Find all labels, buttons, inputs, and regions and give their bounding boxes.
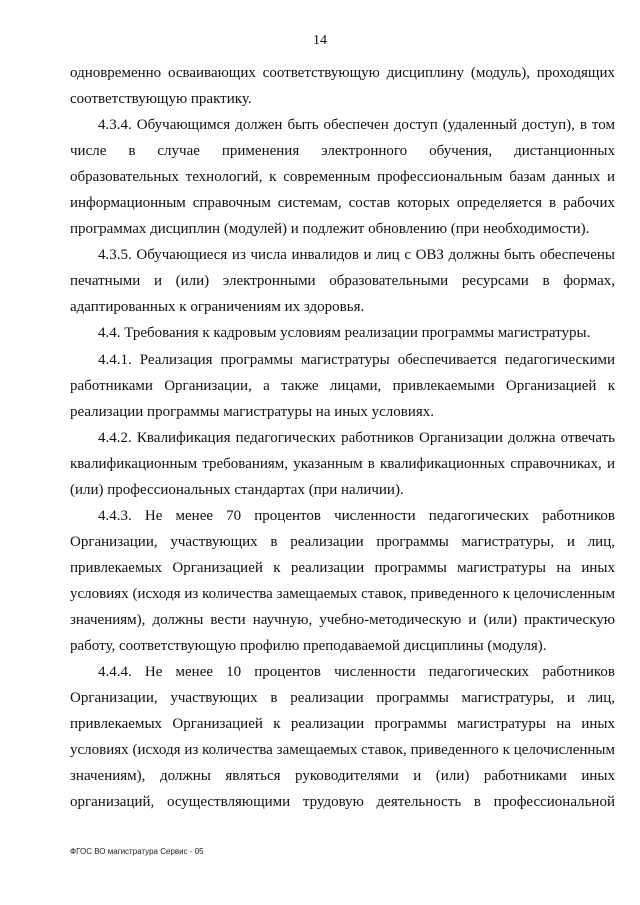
paragraph-4-4-heading: 4.4. Требования к кадровым условиям реализации программы магистратуры.	[98, 325, 591, 342]
body-text	[70, 60, 615, 815]
paragraph-4-4-2: 4.4.2. Квалификация педагогических работников Организации должна отвечать квалификационным требованиям, указанным в квалификационных справочниках, и (или) профессиональных стандартах (при наличии).	[70, 429, 615, 498]
paragraph-4-4-3: 4.4.3. Не менее 70 процентов численности педагогических работников Организации, участвующих в реализации программы магистратуры, и лиц, привлекаемых Организацией к реализации программы магистратуры на иных условиях (исходя из количества замещаемых ставок, приведенного к целочисленным значениям), должны вести научную, учебно-методическую и (или) практическую работу, соответствующую профилю преподаваемой дисциплины (модуля).	[70, 507, 615, 655]
paragraph-continuation: одновременно осваивающих соответствующую дисциплину (модуль), проходящих соответствующую практику.	[70, 65, 615, 108]
page-number: 14	[313, 33, 327, 48]
footer-label: ФГОС ВО магистратура Сервис - 05	[70, 847, 204, 856]
paragraph-4-4-1: 4.4.1. Реализация программы магистратуры обеспечивается педагогическими работниками Организации, а также лицами, привлекаемыми Организацией к реализации программы магистратуры на иных условиях.	[70, 351, 615, 420]
paragraph-4-3-4: 4.3.4. Обучающимся должен быть обеспечен доступ (удаленный доступ), в том числе в случае применения электронного обучения, дистанционных образовательных технологий, к современным профессиональным базам данных и информационным справочным системам, состав которых определяется в рабочих программах дисциплин (модулей) и подлежит обновлению (при необходимости).	[70, 117, 615, 238]
paragraph-4-4-4: 4.4.4. Не менее 10 процентов численности педагогических работников Организации, участвующих в реализации программы магистратуры, и лиц, привлекаемых Организацией к реализации программы магистратуры на иных условиях (исходя из количества замещаемых ставок, приведенного к целочисленным значениям), должны являться руководителями и (или) работниками иных организаций, осуществляющими трудовую деятельность в профессиональной	[70, 664, 615, 811]
paragraph-4-3-5: 4.3.5. Обучающиеся из числа инвалидов и лиц с ОВЗ должны быть обеспечены печатными и (или) электронными образовательными ресурсами в формах, адаптированных к ограничениям их здоровья.	[70, 247, 615, 316]
